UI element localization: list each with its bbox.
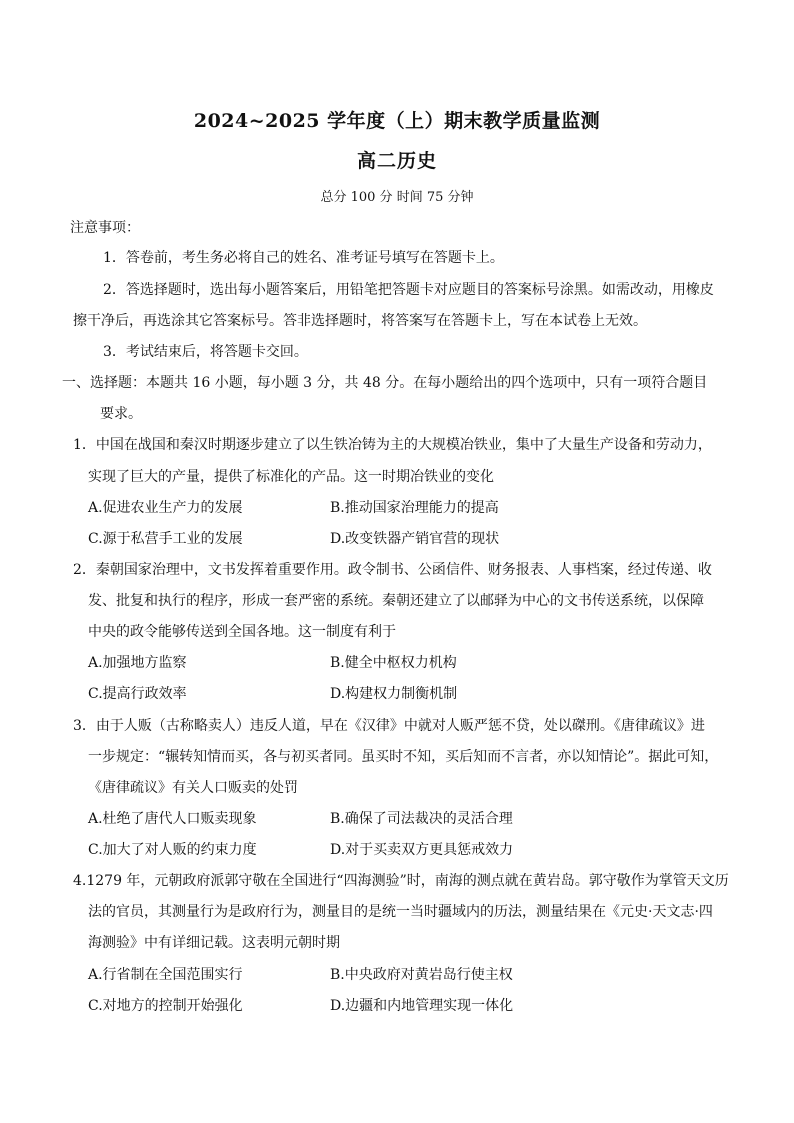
question-3-text: 3．由于人贩（古称略卖人）违反人道，早在《汉律》中就对人贩严惩不贷，处以磔刑。《唐律疏议》进	[73, 718, 705, 734]
question-4-text: 4.1279 年，元朝政府派郭守敬在全国进行“四海测验”时，南海的测点就在黄岩岛。郭守敬作为掌管天文历	[73, 873, 729, 889]
question-3-text: 一步规定：“辗转知情而买，各与初买者同。虽买时不知，买后知而不言者，亦以知情论”。据此可知，	[88, 749, 719, 765]
question-2-text: 2．秦朝国家治理中，文书发挥着重要作用。政令制书、公函信件、财务报表、人事档案，经过传递、收	[73, 562, 712, 578]
question-4-text: 海测验》中有详细记载。这表明元朝时期	[88, 935, 340, 951]
notice-heading: 注意事项：	[70, 220, 140, 236]
notice-item: 3．考试结束后，将答题卡交回。	[103, 344, 308, 360]
question-3-option-b: B.确保了司法裁决的灵活合理	[330, 811, 513, 827]
exam-title: 2024~2025 学年度（上）期末教学质量监测	[193, 110, 601, 132]
exam-subject: 高二历史	[356, 150, 437, 172]
question-4-option-c: C.对地方的控制开始强化	[88, 998, 243, 1014]
question-2-text: 中央的政令能够传送到全国各地。这一制度有利于	[88, 624, 396, 640]
question-2-text: 发、批复和执行的程序，形成一套严密的系统。秦朝还建立了以邮驿为中心的文书传送系统，以保障	[88, 593, 704, 609]
section-heading-cont: 要求。	[100, 406, 142, 422]
question-1-option-a: A.促进农业生产力的发展	[88, 500, 243, 516]
question-4-option-a: A.行省制在全国范围实行	[88, 967, 243, 983]
question-3-option-a: A.杜绝了唐代人口贩卖现象	[88, 811, 257, 827]
notice-item: 擦干净后，再选涂其它答案标号。答非选择题时，将答案写在答题卡上，写在本试卷上无效。	[73, 313, 647, 329]
section-heading: 一、选择题：本题共 16 小题，每小题 3 分，共 48 分。在每小题给出的四个选项中，只有一项符合题目	[62, 375, 708, 391]
question-1-text: 实现了巨大的产量，提供了标准化的产品。这一时期冶铁业的变化	[88, 469, 494, 485]
question-4-text: 法的官员，其测量行为是政府行为，测量目的是统一当时疆域内的历法，测量结果在《元史·天文志·四	[88, 904, 713, 920]
question-3-text: 《唐律疏议》有关人口贩卖的处罚	[88, 780, 298, 796]
question-2-option-a: A.加强地方监察	[88, 655, 187, 671]
question-1-option-b: B.推动国家治理能力的提高	[330, 500, 499, 516]
question-3-option-c: C.加大了对人贩的约束力度	[88, 842, 257, 858]
question-1-text: 1．中国在战国和秦汉时期逐步建立了以生铁冶铸为主的大规模冶铁业，集中了大量生产设备和劳动力，	[73, 437, 712, 453]
exam-meta: 总分 100 分 时间 75 分钟	[320, 190, 474, 205]
question-1-option-c: C.源于私营手工业的发展	[88, 531, 243, 547]
question-2-option-b: B.健全中枢权力机构	[330, 655, 457, 671]
question-4-option-b: B.中央政府对黄岩岛行使主权	[330, 967, 513, 983]
question-4-option-d: D.边疆和内地管理实现一体化	[330, 998, 514, 1014]
question-3-option-d: D.对于买卖双方更具惩戒效力	[330, 842, 514, 858]
question-2-option-c: C.提高行政效率	[88, 686, 187, 702]
question-1-option-d: D.改变铁器产销官营的现状	[330, 531, 500, 547]
notice-item: 1．答卷前，考生务必将自己的姓名、准考证号填写在答题卡上。	[103, 250, 504, 266]
notice-item: 2．答选择题时，选出每小题答案后，用铅笔把答题卡对应题目的答案标号涂黑。如需改动，用橡皮	[103, 282, 714, 298]
question-2-option-d: D.构建权力制衡机制	[330, 686, 458, 702]
